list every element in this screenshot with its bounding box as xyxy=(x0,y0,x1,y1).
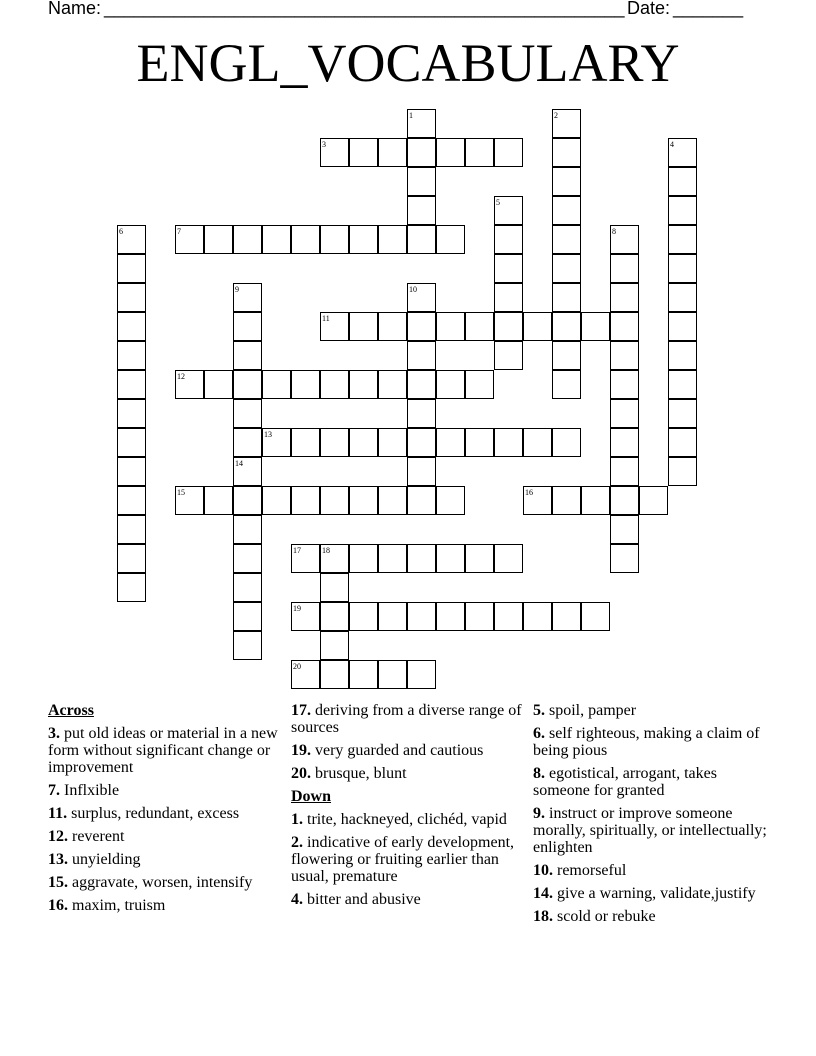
grid-cell[interactable] xyxy=(320,428,349,457)
grid-cell[interactable] xyxy=(378,544,407,573)
clue-text: maxim, truism xyxy=(72,897,166,914)
clue-number-label: 5 xyxy=(496,198,500,207)
clue-number: 2. xyxy=(291,834,303,851)
grid-cell[interactable] xyxy=(552,370,581,399)
clue-down-9 xyxy=(533,805,769,856)
grid-cell[interactable] xyxy=(639,486,668,515)
clue-down-5 xyxy=(533,702,769,719)
clue-number: 10. xyxy=(533,862,553,879)
grid-cell[interactable] xyxy=(552,254,581,283)
clue-text: indicative of early development, flowering or fruiting earlier than usual, premature xyxy=(291,834,515,885)
grid-cell[interactable] xyxy=(552,312,581,341)
grid-cell[interactable] xyxy=(552,428,581,457)
grid-cell[interactable] xyxy=(407,312,436,341)
grid-cell[interactable] xyxy=(233,370,262,399)
clue-across-19 xyxy=(291,742,527,759)
grid-cell[interactable] xyxy=(262,370,291,399)
grid-cell[interactable] xyxy=(349,660,378,689)
grid-cell[interactable] xyxy=(233,312,262,341)
clue-number-label: 2 xyxy=(554,111,558,120)
clue-number-label: 3 xyxy=(322,140,326,149)
clue-down-1 xyxy=(291,811,527,828)
grid-cell[interactable] xyxy=(378,486,407,515)
grid-cell[interactable] xyxy=(523,428,552,457)
clue-number-label: 11 xyxy=(322,314,330,323)
grid-cell[interactable] xyxy=(465,312,494,341)
grid-cell[interactable] xyxy=(378,660,407,689)
grid-cell[interactable] xyxy=(320,370,349,399)
clue-text: very guarded and cautious xyxy=(315,742,484,759)
grid-cell[interactable] xyxy=(494,312,523,341)
grid-cell[interactable] xyxy=(233,341,262,370)
grid-cell[interactable] xyxy=(436,312,465,341)
grid-cell[interactable] xyxy=(436,370,465,399)
grid-cell[interactable] xyxy=(117,399,146,428)
clue-number-label: 8 xyxy=(612,227,616,236)
clue-number: 7. xyxy=(48,782,60,799)
clue-number: 17. xyxy=(291,702,311,719)
grid-cell[interactable] xyxy=(668,457,697,486)
grid-cell[interactable] xyxy=(494,283,523,312)
grid-cell[interactable] xyxy=(436,225,465,254)
clue-across-20 xyxy=(291,765,527,782)
grid-cell[interactable] xyxy=(233,515,262,544)
clue-number: 15. xyxy=(48,874,68,891)
grid-cell[interactable] xyxy=(407,225,436,254)
clue-text: give a warning, validate,justify xyxy=(557,885,756,902)
clue-number-label: 4 xyxy=(670,140,674,149)
grid-cell[interactable] xyxy=(349,225,378,254)
clue-text: self righteous, making a claim of being pious xyxy=(533,725,760,759)
clue-across-3 xyxy=(48,725,284,776)
clue-number: 16. xyxy=(48,897,68,914)
clue-text: remorseful xyxy=(557,862,627,879)
clue-down-2 xyxy=(291,834,527,885)
clue-down-8 xyxy=(533,765,769,799)
grid-cell[interactable] xyxy=(291,486,320,515)
grid-cell[interactable] xyxy=(349,602,378,631)
grid-cell[interactable] xyxy=(291,370,320,399)
grid-cell[interactable] xyxy=(349,370,378,399)
clue-text: aggravate, worsen, intensify xyxy=(72,874,253,891)
clue-number: 6. xyxy=(533,725,545,742)
grid-cell[interactable] xyxy=(668,341,697,370)
grid-cell[interactable] xyxy=(494,602,523,631)
grid-cell[interactable] xyxy=(233,544,262,573)
grid-cell[interactable] xyxy=(233,225,262,254)
clue-text: egotistical, arrogant, takes someone for granted xyxy=(533,765,717,799)
grid-cell[interactable] xyxy=(407,457,436,486)
clue-number-label: 1 xyxy=(409,111,413,120)
grid-cell[interactable] xyxy=(610,428,639,457)
clue-across-11 xyxy=(48,805,284,822)
grid-cell[interactable] xyxy=(610,486,639,515)
grid-cell[interactable] xyxy=(552,341,581,370)
grid-cell[interactable] xyxy=(494,544,523,573)
grid-cell[interactable] xyxy=(523,602,552,631)
grid-cell[interactable] xyxy=(117,486,146,515)
name-label: Name: xyxy=(48,0,102,18)
grid-cell[interactable] xyxy=(668,399,697,428)
clue-number-label: 12 xyxy=(177,372,185,381)
date-field[interactable]: _______ xyxy=(673,0,744,18)
grid-cell[interactable] xyxy=(117,573,146,602)
clues-column-2 xyxy=(291,702,527,914)
grid-cell[interactable] xyxy=(407,660,436,689)
grid-cell[interactable] xyxy=(610,457,639,486)
grid-cell[interactable] xyxy=(233,486,262,515)
clue-number-label: 6 xyxy=(119,227,123,236)
grid-cell[interactable] xyxy=(668,225,697,254)
grid-cell[interactable] xyxy=(117,428,146,457)
across-heading: Across xyxy=(48,702,94,719)
grid-cell[interactable] xyxy=(117,544,146,573)
grid-cell[interactable] xyxy=(204,486,233,515)
puzzle-title: ENGL_VOCABULARY xyxy=(136,33,680,93)
grid-cell[interactable] xyxy=(610,544,639,573)
grid-cell[interactable] xyxy=(204,225,233,254)
grid-cell[interactable] xyxy=(465,428,494,457)
grid-cell[interactable] xyxy=(610,515,639,544)
clue-number: 9. xyxy=(533,805,545,822)
grid-cell[interactable] xyxy=(291,225,320,254)
grid-cell[interactable] xyxy=(320,486,349,515)
clue-number-label: 10 xyxy=(409,285,417,294)
grid-cell[interactable] xyxy=(610,283,639,312)
clue-down-6 xyxy=(533,725,769,759)
grid-cell[interactable] xyxy=(436,138,465,167)
clue-across-12 xyxy=(48,828,284,845)
grid-cell[interactable] xyxy=(233,631,262,660)
grid-cell[interactable] xyxy=(436,486,465,515)
clue-across-15 xyxy=(48,874,284,891)
clue-number-label: 19 xyxy=(293,604,301,613)
grid-cell[interactable] xyxy=(407,370,436,399)
grid-cell[interactable] xyxy=(349,312,378,341)
grid-cell[interactable] xyxy=(349,544,378,573)
grid-cell[interactable] xyxy=(233,428,262,457)
grid-cell[interactable] xyxy=(407,486,436,515)
grid-cell[interactable] xyxy=(552,486,581,515)
clue-down-18 xyxy=(533,908,769,925)
grid-cell[interactable] xyxy=(581,486,610,515)
grid-cell[interactable] xyxy=(320,573,349,602)
grid-cell[interactable] xyxy=(117,457,146,486)
clue-text: scold or rebuke xyxy=(557,908,656,925)
grid-cell[interactable] xyxy=(668,254,697,283)
grid-cell[interactable] xyxy=(610,399,639,428)
clue-text: reverent xyxy=(72,828,125,845)
clue-number: 12. xyxy=(48,828,68,845)
grid-cell[interactable] xyxy=(407,341,436,370)
grid-cell[interactable] xyxy=(291,428,320,457)
clue-number: 8. xyxy=(533,765,545,782)
clue-text: surplus, redundant, excess xyxy=(71,805,240,822)
grid-cell[interactable] xyxy=(407,428,436,457)
grid-cell[interactable] xyxy=(407,167,436,196)
clue-across-13 xyxy=(48,851,284,868)
clue-number-label: 13 xyxy=(264,430,272,439)
grid-cell[interactable] xyxy=(378,312,407,341)
grid-cell[interactable] xyxy=(204,370,233,399)
date-label: Date: xyxy=(627,0,671,18)
grid-cell[interactable] xyxy=(117,341,146,370)
grid-cell[interactable] xyxy=(465,370,494,399)
clue-text: bitter and abusive xyxy=(307,891,421,908)
grid-cell[interactable] xyxy=(581,602,610,631)
grid-cell[interactable] xyxy=(378,138,407,167)
clue-text: trite, hackneyed, clichéd, vapid xyxy=(307,811,507,828)
grid-cell[interactable] xyxy=(407,138,436,167)
grid-cell[interactable] xyxy=(378,370,407,399)
clue-number: 4. xyxy=(291,891,303,908)
clue-number-label: 20 xyxy=(293,662,301,671)
grid-cell[interactable] xyxy=(320,225,349,254)
grid-cell[interactable] xyxy=(668,196,697,225)
grid-cell[interactable] xyxy=(407,602,436,631)
grid-cell[interactable] xyxy=(117,370,146,399)
grid-cell[interactable] xyxy=(668,312,697,341)
grid-cell[interactable] xyxy=(378,602,407,631)
grid-cell[interactable] xyxy=(117,515,146,544)
grid-cell[interactable] xyxy=(320,660,349,689)
clue-number-label: 7 xyxy=(177,227,181,236)
grid-cell[interactable] xyxy=(262,225,291,254)
clue-text: deriving from a diverse range of sources xyxy=(291,702,522,736)
down-heading: Down xyxy=(291,788,332,805)
grid-cell[interactable] xyxy=(494,254,523,283)
grid-cell[interactable] xyxy=(436,602,465,631)
grid-cell[interactable] xyxy=(465,544,494,573)
clue-number: 13. xyxy=(48,851,68,868)
grid-cell[interactable] xyxy=(436,544,465,573)
grid-cell[interactable] xyxy=(233,573,262,602)
clue-number: 1. xyxy=(291,811,303,828)
grid-cell[interactable] xyxy=(552,196,581,225)
grid-cell[interactable] xyxy=(407,399,436,428)
clue-down-4 xyxy=(291,891,527,908)
grid-cell[interactable] xyxy=(668,428,697,457)
clue-number-label: 9 xyxy=(235,285,239,294)
clue-number-label: 17 xyxy=(293,546,301,555)
grid-cell[interactable] xyxy=(668,167,697,196)
clue-number: 11. xyxy=(48,805,68,822)
grid-cell[interactable] xyxy=(552,138,581,167)
clue-number-label: 18 xyxy=(322,546,330,555)
grid-cell[interactable] xyxy=(610,254,639,283)
clue-down-10 xyxy=(533,862,769,879)
grid-cell[interactable] xyxy=(523,312,552,341)
grid-cell[interactable] xyxy=(610,312,639,341)
grid-cell[interactable] xyxy=(581,312,610,341)
grid-cell[interactable] xyxy=(407,544,436,573)
clue-across-16 xyxy=(48,897,284,914)
grid-cell[interactable] xyxy=(465,138,494,167)
grid-cell[interactable] xyxy=(320,631,349,660)
clue-number: 3. xyxy=(48,725,60,742)
grid-cell[interactable] xyxy=(552,602,581,631)
grid-cell[interactable] xyxy=(320,602,349,631)
grid-cell[interactable] xyxy=(436,428,465,457)
grid-cell[interactable] xyxy=(465,602,494,631)
grid-cell[interactable] xyxy=(494,428,523,457)
clue-number-label: 14 xyxy=(235,459,243,468)
grid-cell[interactable] xyxy=(494,225,523,254)
clue-number: 5. xyxy=(533,702,545,719)
clue-number: 14. xyxy=(533,885,553,902)
grid-cell[interactable] xyxy=(494,341,523,370)
clue-text: brusque, blunt xyxy=(315,765,407,782)
grid-cell[interactable] xyxy=(117,254,146,283)
clue-text: put old ideas or material in a new form without significant change or improvement xyxy=(48,725,278,776)
grid-cell[interactable] xyxy=(233,399,262,428)
clues-column-3 xyxy=(533,702,769,931)
clue-number: 18. xyxy=(533,908,553,925)
clue-across-7 xyxy=(48,782,284,799)
clue-across-17 xyxy=(291,702,527,736)
grid-cell[interactable] xyxy=(668,283,697,312)
grid-cell[interactable] xyxy=(494,138,523,167)
name-field[interactable]: ____________________________________________________ xyxy=(104,0,625,18)
grid-cell[interactable] xyxy=(117,283,146,312)
grid-cell[interactable] xyxy=(349,428,378,457)
clue-number-label: 15 xyxy=(177,488,185,497)
grid-cell[interactable] xyxy=(349,138,378,167)
grid-cell[interactable] xyxy=(552,283,581,312)
grid-cell[interactable] xyxy=(378,428,407,457)
grid-cell[interactable] xyxy=(668,370,697,399)
clue-text: instruct or improve someone morally, spiritually, or intellectually; enlighten xyxy=(533,805,767,856)
grid-cell[interactable] xyxy=(610,370,639,399)
grid-cell[interactable] xyxy=(552,167,581,196)
grid-cell[interactable] xyxy=(233,602,262,631)
grid-cell[interactable] xyxy=(407,196,436,225)
clue-text: unyielding xyxy=(72,851,141,868)
grid-cell[interactable] xyxy=(552,225,581,254)
grid-cell[interactable] xyxy=(378,225,407,254)
grid-cell[interactable] xyxy=(117,312,146,341)
clues-column-1 xyxy=(48,702,284,920)
clue-text: Inflxible xyxy=(64,782,120,799)
grid-cell[interactable] xyxy=(349,486,378,515)
clue-number-label: 16 xyxy=(525,488,533,497)
clue-number: 19. xyxy=(291,742,311,759)
clue-number: 20. xyxy=(291,765,311,782)
grid-cell[interactable] xyxy=(262,486,291,515)
clue-text: spoil, pamper xyxy=(549,702,637,719)
clue-down-14 xyxy=(533,885,769,902)
grid-cell[interactable] xyxy=(610,341,639,370)
